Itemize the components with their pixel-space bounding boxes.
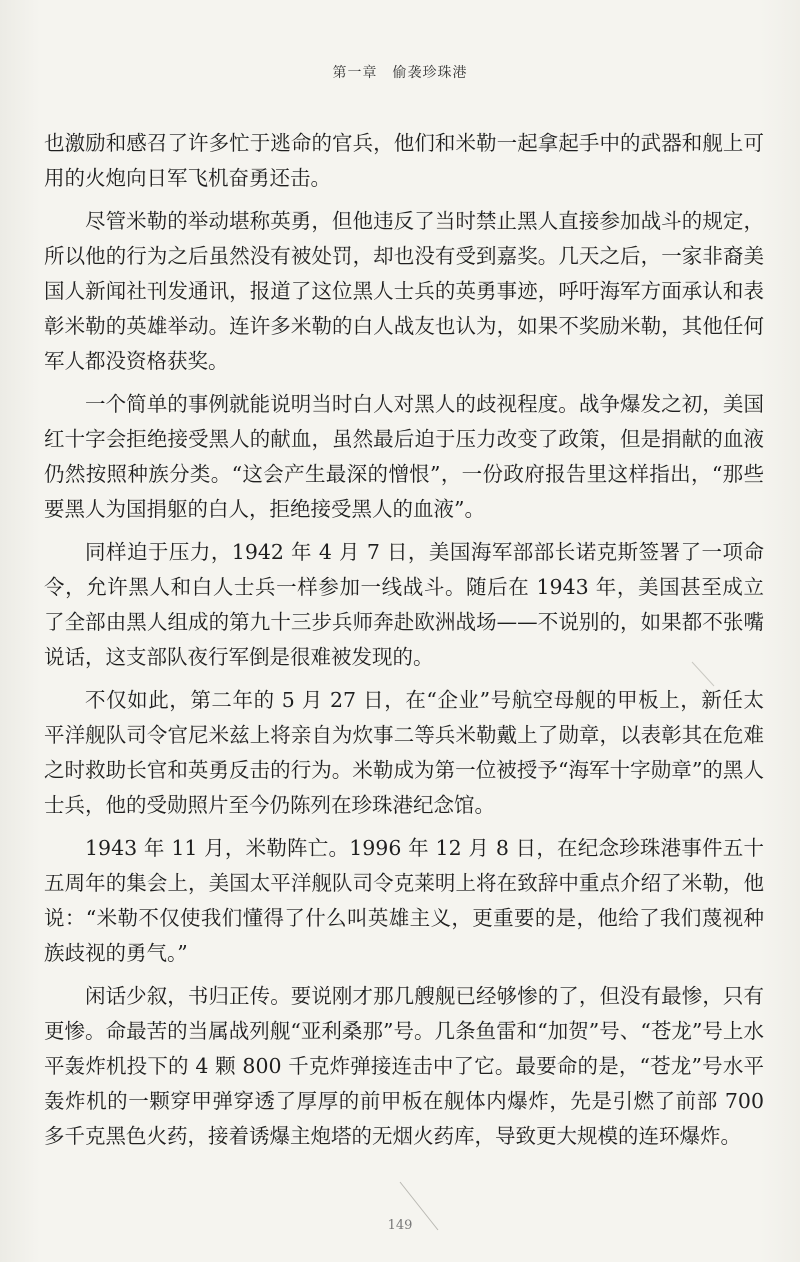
paragraph-2: 尽管米勒的举动堪称英勇，但他违反了当时禁止黑人直接参加战斗的规定，所以他的行为之后虽然没有被处罚，却也没有受到嘉奖。几天之后，一家非裔美国人新闻社刊发通讯，报道了这位黑人士兵的英勇事迹，呼吁海军方面承认和表彰米勒的英雄举动。连许多米勒的白人战友也认为，如果不奖励米勒，其他任何军人都没资格获奖。 — [44, 209, 764, 373]
paragraph-4: 同样迫于压力，1942 年 4 月 7 日，美国海军部部长诺克斯签署了一项命令，允许黑人和白人士兵一样参加一线战斗。随后在 1943 年，美国甚至成立了全部由黑人组成的第九十三步兵师奔赴欧洲战场——不说别的，如果都不张嘴说话，这支部队夜行军倒是很难被发现的。 — [44, 540, 764, 669]
paragraph-6: 1943 年 11 月，米勒阵亡。1996 年 12 月 8 日，在纪念珍珠港事件五十五周年的集会上，美国太平洋舰队司令克莱明上将在致辞中重点介绍了米勒，他说：“米勒不仅使我们懂得了什么叫英雄主义，更重要的是，他给了我们蔑视种族歧视的勇气。” — [44, 836, 764, 965]
paragraph-5: 不仅如此，第二年的 5 月 27 日，在“企业”号航空母舰的甲板上，新任太平洋舰队司令官尼米兹上将亲自为炊事二等兵米勒戴上了勋章，以表彰其在危难之时救助长官和英勇反击的行为。米勒成为第一位被授予“海军十字勋章”的黑人士兵，他的受勋照片至今仍陈列在珍珠港纪念馆。 — [44, 688, 764, 817]
running-head: 第一章 偷袭珍珠港 — [332, 65, 468, 81]
paragraph-7: 闲话少叙，书归正传。要说刚才那几艘舰已经够惨的了，但没有最惨，只有更惨。命最苦的当属战列舰“亚利桑那”号。几条鱼雷和“加贺”号、“苍龙”号上水平轰炸机投下的 4 颗 800 千克炸弹接连击中了它。最要命的是，“苍龙”号水平轰炸机的一颗穿甲弹穿透了厚厚的前甲板在舰体内爆炸，先是引燃了前部 700 多千克黑色火药，接着诱爆主炮塔的无烟火药库，导致更大规模的连环爆炸。 — [44, 984, 764, 1148]
paragraph-1: 也激励和感召了许多忙于逃命的官兵，他们和米勒一起拿起手中的武器和舰上可用的火炮向日军飞机奋勇还击。 — [44, 131, 764, 190]
paragraph-3: 一个简单的事例就能说明当时白人对黑人的歧视程度。战争爆发之初，美国红十字会拒绝接受黑人的献血，虽然最后迫于压力改变了政策，但是捐献的血液仍然按照种族分类。“这会产生最深的憎恨”，一份政府报告里这样指出，“那些要黑人为国捐躯的白人，拒绝接受黑人的血液”。 — [44, 392, 764, 521]
page-number: 149 — [387, 1218, 413, 1233]
body-text — [44, 126, 764, 1162]
